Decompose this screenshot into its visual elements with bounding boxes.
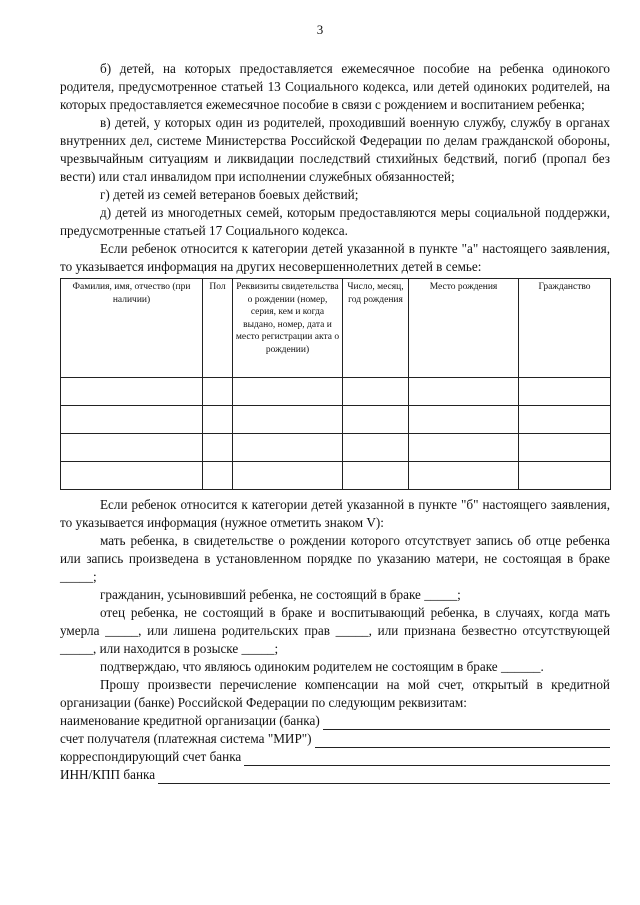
recipient-account-input-line[interactable]: [315, 733, 610, 748]
paragraph-v: в) детей, у которых один из родителей, проходивший военную службу, службу в органах внутренних дел, системе Министерства Российской Федерации по делам гражданской обороны, чрезвычайным ситуациям и ликвидации последствий стихийных бедствий, погиб (пропал без вести) или стал инвалидом при исполнении служебных обязанностей;: [60, 115, 610, 184]
correspondent-account-field[interactable]: [60, 748, 610, 766]
table-cell[interactable]: [519, 378, 611, 406]
option-father-unmarried[interactable]: отец ребенка, не состоящий в браке и воспитывающий ребенка, в случаях, когда мать умерла _____, или лишена родительских прав _____, или признана безвестно отсутствующей _____, или находится в розыске _____;: [60, 605, 610, 656]
table-cell[interactable]: [61, 378, 203, 406]
table-row: [61, 378, 611, 406]
table-row: [61, 462, 611, 490]
header-birth-place: Место рождения: [409, 279, 519, 378]
page-number: 3: [316, 22, 324, 37]
bank-name-label: наименование кредитной организации (банка): [60, 713, 320, 728]
bank-name-field[interactable]: [60, 712, 610, 730]
correspondent-account-label: корреспондирующий счет банка: [60, 749, 242, 764]
table-cell[interactable]: [203, 462, 233, 490]
table-cell[interactable]: [519, 406, 611, 434]
table-cell[interactable]: [203, 434, 233, 462]
table-cell[interactable]: [343, 406, 409, 434]
table-cell[interactable]: [343, 378, 409, 406]
table-cell[interactable]: [409, 406, 519, 434]
table-cell[interactable]: [203, 378, 233, 406]
document-body: [60, 60, 610, 784]
header-birth-certificate: Реквизиты свидетельства о рождении (номер, серия, кем и когда выдано, номер, дата и место регистрации акта о рождении): [233, 279, 343, 378]
inn-kpp-field[interactable]: [60, 766, 610, 784]
table-row: [61, 434, 611, 462]
table-cell[interactable]: [409, 378, 519, 406]
paragraph-b: б) детей, на которых предоставляется ежемесячное пособие на ребенка одинокого родителя, предусмотренное статьей 13 Социального кодекса, или детей одиноких родителей, на которых предоставляется ежемесячное пособие в связи с рождением и воспитанием ребенка;: [60, 61, 610, 112]
table-cell[interactable]: [61, 462, 203, 490]
table-cell[interactable]: [233, 434, 343, 462]
header-birth-date: Число, месяц, год рождения: [343, 279, 409, 378]
option-adoptive-parent[interactable]: гражданин, усыновивший ребенка, не состоящий в браке _____;: [100, 587, 461, 602]
table-row: [61, 406, 611, 434]
header-sex: Пол: [203, 279, 233, 378]
table-cell[interactable]: [233, 378, 343, 406]
inn-kpp-input-line[interactable]: [158, 769, 610, 784]
option-mother-unmarried[interactable]: мать ребенка, в свидетельстве о рождении которого отсутствует запись об отце ребенка или запись произведена в установленном порядке по указанию матери, не состоящая в браке _____;: [60, 533, 610, 584]
inn-kpp-label: ИНН/КПП банка: [60, 767, 156, 782]
table-cell[interactable]: [343, 462, 409, 490]
children-info-table: [60, 278, 611, 490]
correspondent-account-input-line[interactable]: [244, 751, 610, 766]
table-cell[interactable]: [409, 434, 519, 462]
paragraph-category-b-intro: Если ребенок относится к категории детей указанной в пункте "б" настоящего заявления, то указывается информация (нужное отметить знаком V):: [60, 497, 610, 530]
option-single-parent-confirmation[interactable]: подтверждаю, что являюсь одиноким родителем не состоящим в браке ______.: [100, 659, 544, 674]
paragraph-payment-request: Прошу произвести перечисление компенсации на мой счет, открытый в кредитной организации (банке) Российской Федерации по следующим реквизитам:: [60, 677, 610, 710]
table-cell[interactable]: [61, 434, 203, 462]
table-cell[interactable]: [343, 434, 409, 462]
table-cell[interactable]: [233, 462, 343, 490]
paragraph-d: д) детей из многодетных семей, которым предоставляются меры социальной поддержки, предусмотренные статьей 17 Социального кодекса.: [60, 205, 610, 238]
paragraph-g: г) детей из семей ветеранов боевых действий;: [100, 187, 359, 202]
bank-name-input-line[interactable]: [323, 715, 610, 730]
paragraph-category-a-intro: Если ребенок относится к категории детей указанной в пункте "а" настоящего заявления, то указывается информация на других несовершеннолетних детей в семье:: [60, 241, 610, 274]
table-cell[interactable]: [203, 406, 233, 434]
table-cell[interactable]: [61, 406, 203, 434]
table-cell[interactable]: [233, 406, 343, 434]
table-cell[interactable]: [409, 462, 519, 490]
table-cell[interactable]: [519, 434, 611, 462]
header-full-name: Фамилия, имя, отчество (при наличии): [61, 279, 203, 378]
recipient-account-field[interactable]: [60, 730, 610, 748]
header-citizenship: Гражданство: [519, 279, 611, 378]
table-cell[interactable]: [519, 462, 611, 490]
recipient-account-label: счет получателя (платежная система "МИР"): [60, 731, 312, 746]
table-header-row: [61, 279, 611, 378]
